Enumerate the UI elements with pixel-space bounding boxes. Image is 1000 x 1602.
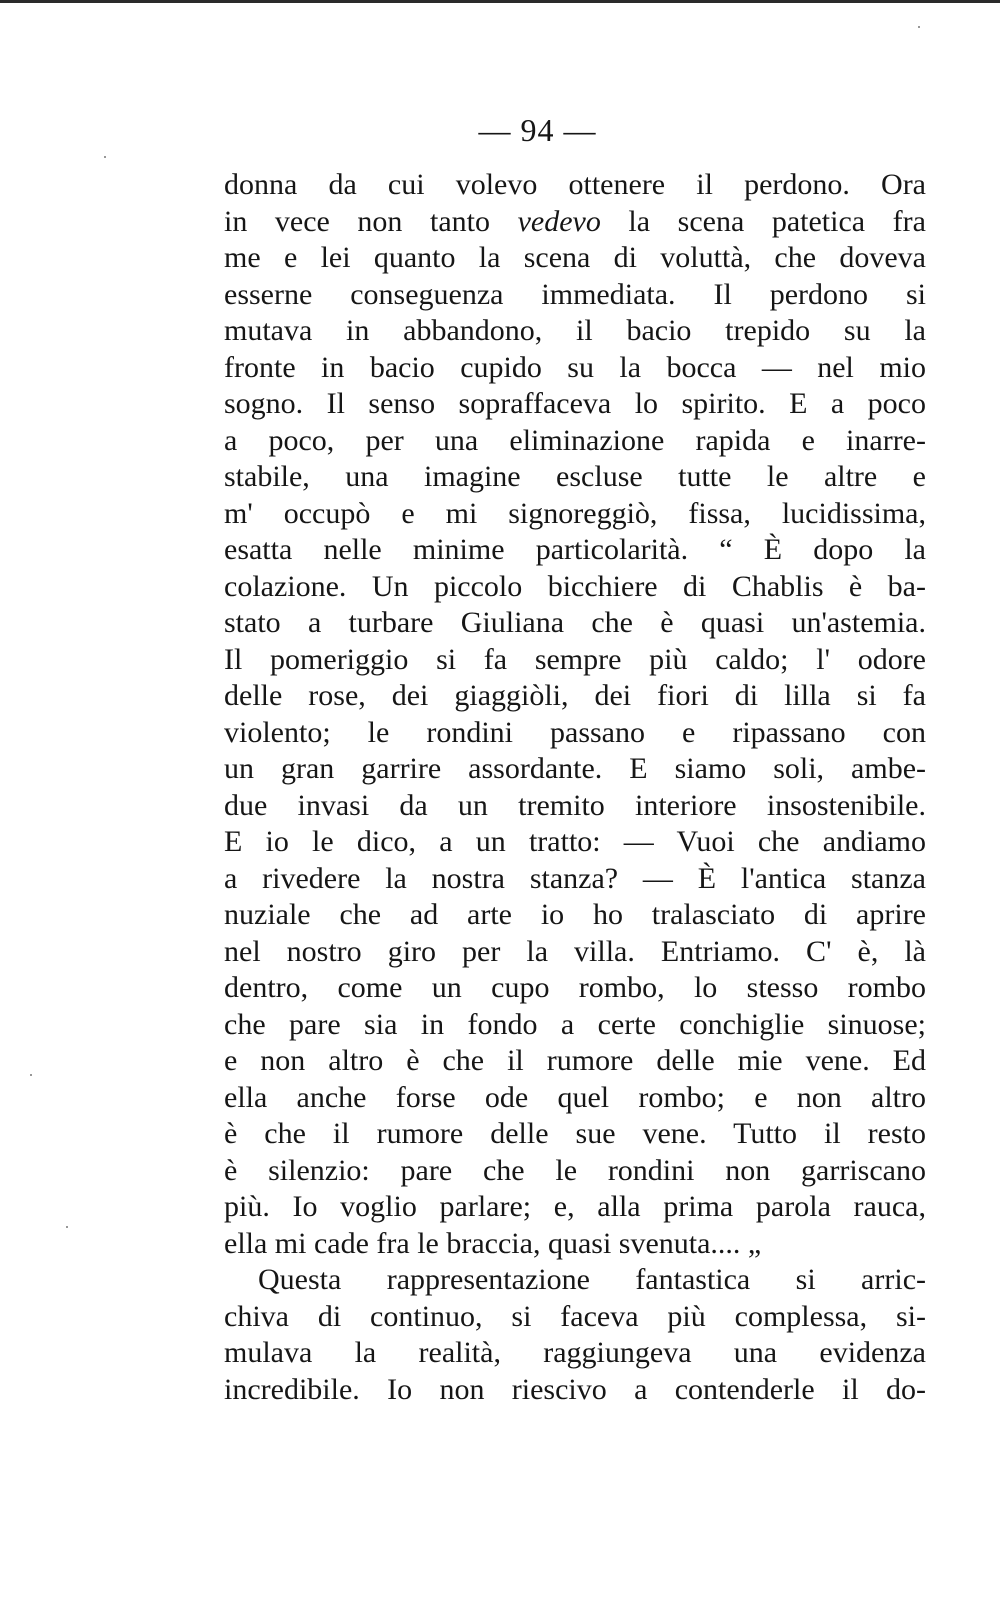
text-line: nuziale che ad arte io ho tralasciato di aprire (224, 898, 926, 931)
text-line: stabile, una imagine escluse tutte le altre e (224, 460, 926, 493)
text-line: sogno. Il senso sopraffaceva lo spirito. E a poco (224, 387, 926, 420)
emphasized-word: vedevo (517, 204, 601, 238)
scan-speck (918, 26, 920, 28)
text-line: a rivedere la nostra stanza? — È l'antica stanza (224, 861, 926, 895)
text-line: stato a turbare Giuliana che è quasi un'astemia. (224, 606, 926, 639)
text-line: m' occupò e mi signoreggiò, fissa, lucidissima, (224, 496, 926, 530)
text-line: E io le dico, a un tratto: — Vuoi che andiamo (224, 825, 926, 858)
text-line: nel nostro giro per la villa. Entriamo. C' è, là (224, 934, 926, 968)
body-text (224, 167, 926, 1408)
text-line: donna da cui volevo ottenere il perdono. Ora (224, 168, 926, 201)
text-line: Questa rappresentazione fantastica si arric- (258, 1263, 926, 1296)
top-border-rule (0, 0, 1000, 3)
text-line: esatta nelle minime particolarità. “ È dopo la (224, 533, 926, 566)
text-line: me e lei quanto la scena di voluttà, che doveva (224, 241, 926, 274)
text-line: è che il rumore delle sue vene. Tutto il resto (224, 1117, 926, 1150)
text-line: colazione. Un piccolo bicchiere di Chablis è ba- (224, 569, 926, 603)
text-line: chiva di continuo, si faceva più complessa, si- (224, 1299, 926, 1333)
text-line (224, 204, 926, 241)
text-line: e non altro è che il rumore delle mie vene. Ed (224, 1044, 926, 1077)
text-line: che pare sia in fondo a certe conchiglie sinuose; (224, 1007, 926, 1041)
paragraph-1 (224, 167, 926, 1262)
text-line: incredibile. Io non riescivo a contenderle il do- (224, 1372, 926, 1406)
text-line: violento; le rondini passano e ripassano con (224, 715, 926, 749)
text-line: a poco, per una eliminazione rapida e inarre- (224, 423, 926, 457)
text-line: esserne conseguenza immediata. Il perdono si (224, 277, 926, 311)
text-line: ella anche forse ode quel rombo; e non altro (224, 1080, 926, 1114)
line-segment: in vece non tanto (224, 204, 518, 238)
scan-speck (66, 1226, 68, 1228)
text-line: fronte in bacio cupido su la bocca — nel mio (224, 350, 926, 384)
paragraph-2 (224, 1262, 926, 1408)
scan-speck (104, 156, 106, 158)
text-line: mulava la realità, raggiungeva una evidenza (224, 1336, 926, 1369)
text-line: dentro, come un cupo rombo, lo stesso rombo (224, 971, 926, 1004)
text-line: mutava in abbandono, il bacio trepido su la (224, 314, 926, 347)
text-line: più. Io voglio parlare; e, alla prima parola rauca, (224, 1190, 926, 1223)
page-number: — 94 — (478, 112, 597, 148)
text-line: ella mi cade fra le braccia, quasi svenuta.... „ (224, 1226, 762, 1260)
text-line: è silenzio: pare che le rondini non garriscano (224, 1153, 926, 1187)
text-line: un gran garrire assordante. E siamo soli, ambe- (224, 752, 926, 785)
line-segment: la scena patetica fra (600, 204, 926, 238)
scan-speck (30, 1074, 32, 1076)
text-line: due invasi da un tremito interiore insostenibile. (224, 788, 926, 822)
text-line: Il pomeriggio si fa sempre più caldo; l' odore (224, 642, 926, 676)
text-line: delle rose, dei giaggiòli, dei fiori di lilla si fa (224, 679, 926, 712)
